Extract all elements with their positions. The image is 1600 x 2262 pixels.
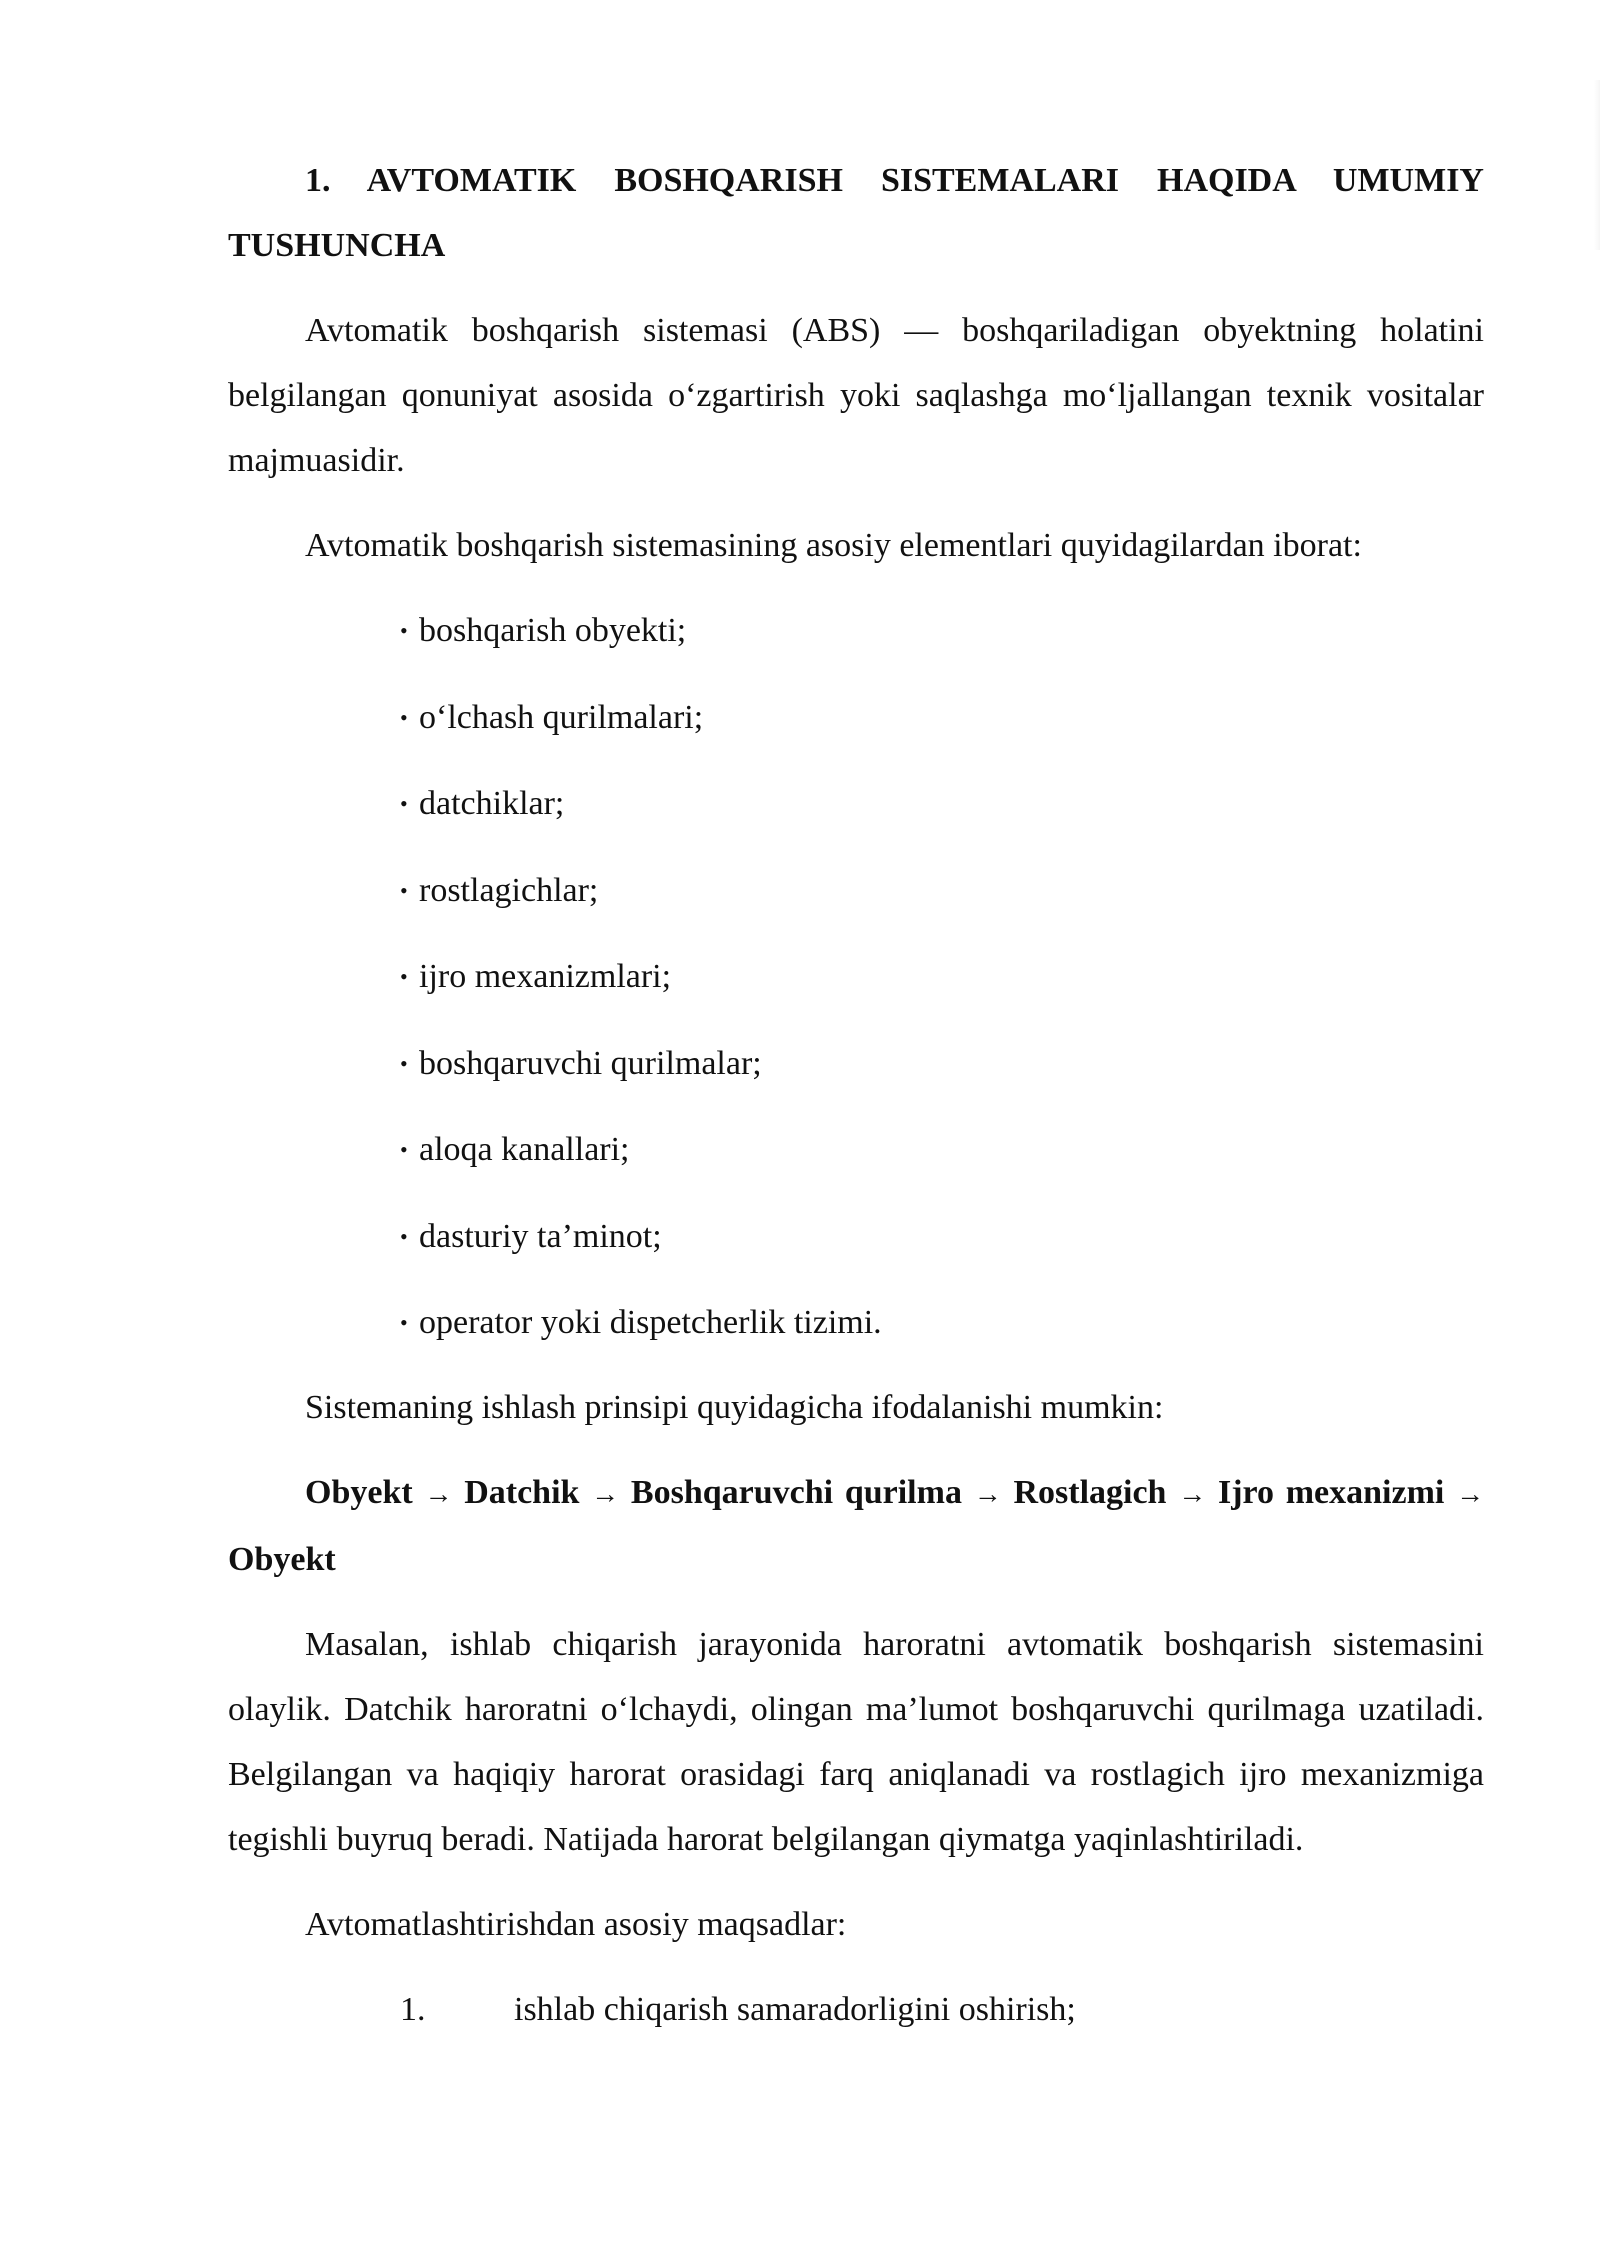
flow-step: Boshqaruvchi qurilma: [630, 1474, 962, 1511]
bullet-icon: •: [400, 1310, 408, 1335]
bullet-icon: •: [400, 964, 408, 989]
bullet-icon: •: [400, 1223, 408, 1249]
flow-step: Obyekt: [305, 1474, 413, 1511]
arrow-right-icon: →: [973, 1479, 1002, 1510]
arrow-right-icon: →: [1456, 1479, 1485, 1510]
goals-intro-paragraph: Avtomatlashtirishdan asosiy maqsadlar:: [305, 1906, 847, 1943]
list-item: [228, 944, 1484, 1009]
list-item: [228, 1117, 1484, 1182]
list-item-text: boshqaruvchi qurilmalar;: [419, 1044, 762, 1082]
list-item: [228, 858, 1484, 923]
list-item-text: ishlab chiqarish samaradorligini oshirish;: [514, 1991, 1076, 2028]
page-edge-shadow: [1594, 80, 1600, 250]
list-item: [228, 1290, 1484, 1355]
bullet-icon: •: [400, 704, 408, 730]
elements-list: [228, 598, 1484, 1355]
list-item: [228, 1031, 1484, 1096]
list-item: [228, 771, 1484, 836]
list-item: [228, 685, 1484, 750]
section-heading: 1. AVTOMATIK BOSHQARISH SISTEMALARI HAQIDA UMUMIY TUSHUNCHA: [228, 162, 1484, 264]
arrow-right-icon: →: [1178, 1479, 1207, 1510]
elements-intro-paragraph: Avtomatik boshqarish sistemasining asosiy elementlari quyidagilardan iborat:: [305, 527, 1362, 564]
goals-list: [228, 1977, 1484, 2042]
flow-step: Datchik: [464, 1474, 580, 1511]
list-item-text: boshqarish obyekti;: [419, 612, 687, 649]
bullet-icon: •: [400, 1050, 408, 1076]
definition-paragraph: Avtomatik boshqarish sistemasi (ABS) — boshqariladigan obyektning holatini belgilangan qonuniyat asosida o‘zgartirish yoki saqlashga mo‘ljallangan texnik vositalar majmuasidir.: [228, 312, 1484, 479]
list-item-text: aloqa kanallari;: [419, 1131, 630, 1168]
principle-intro-paragraph: Sistemaning ishlash prinsipi quyidagicha ifodalanishi mumkin:: [305, 1389, 1164, 1426]
bullet-icon: •: [400, 791, 408, 816]
list-item-text: ijro mexanizmlari;: [419, 958, 672, 995]
list-item-text: rostlagichlar;: [419, 871, 599, 909]
flow-chain: [228, 1460, 1484, 1592]
arrow-right-icon: →: [424, 1479, 453, 1510]
bullet-icon: •: [400, 877, 408, 903]
list-item: [228, 598, 1484, 663]
list-item-text: operator yoki dispetcherlik tizimi.: [419, 1304, 882, 1341]
list-item: [228, 1204, 1484, 1269]
bullet-icon: •: [400, 618, 408, 643]
flow-step: Ijro mexanizmi: [1217, 1474, 1445, 1511]
example-paragraph: Masalan, ishlab chiqarish jarayonida haroratni avtomatik boshqarish sistemasini olaylik. Datchik haroratni o‘lchaydi, olingan ma’lumot boshqaruvchi qurilmaga uzatiladi. Belgilangan va haqiqiy harorat orasidagi farq aniqlanadi va rostlagich ijro mexanizmiga tegishli buyruq beradi. Natijada harorat belgilangan qiymatga yaqinlashtiriladi.: [228, 1626, 1484, 1858]
document-body: [228, 148, 1484, 2042]
list-number: 1.: [400, 1991, 426, 2028]
list-item: [228, 1977, 1484, 2042]
list-item-text: datchiklar;: [419, 785, 565, 822]
list-item-text: dasturiy ta’minot;: [419, 1217, 662, 1255]
bullet-icon: •: [400, 1137, 408, 1162]
flow-step: Obyekt: [228, 1541, 336, 1578]
flow-step: Rostlagich: [1013, 1474, 1167, 1511]
arrow-right-icon: →: [591, 1479, 620, 1510]
list-item-text: o‘lchash qurilmalari;: [419, 698, 704, 736]
